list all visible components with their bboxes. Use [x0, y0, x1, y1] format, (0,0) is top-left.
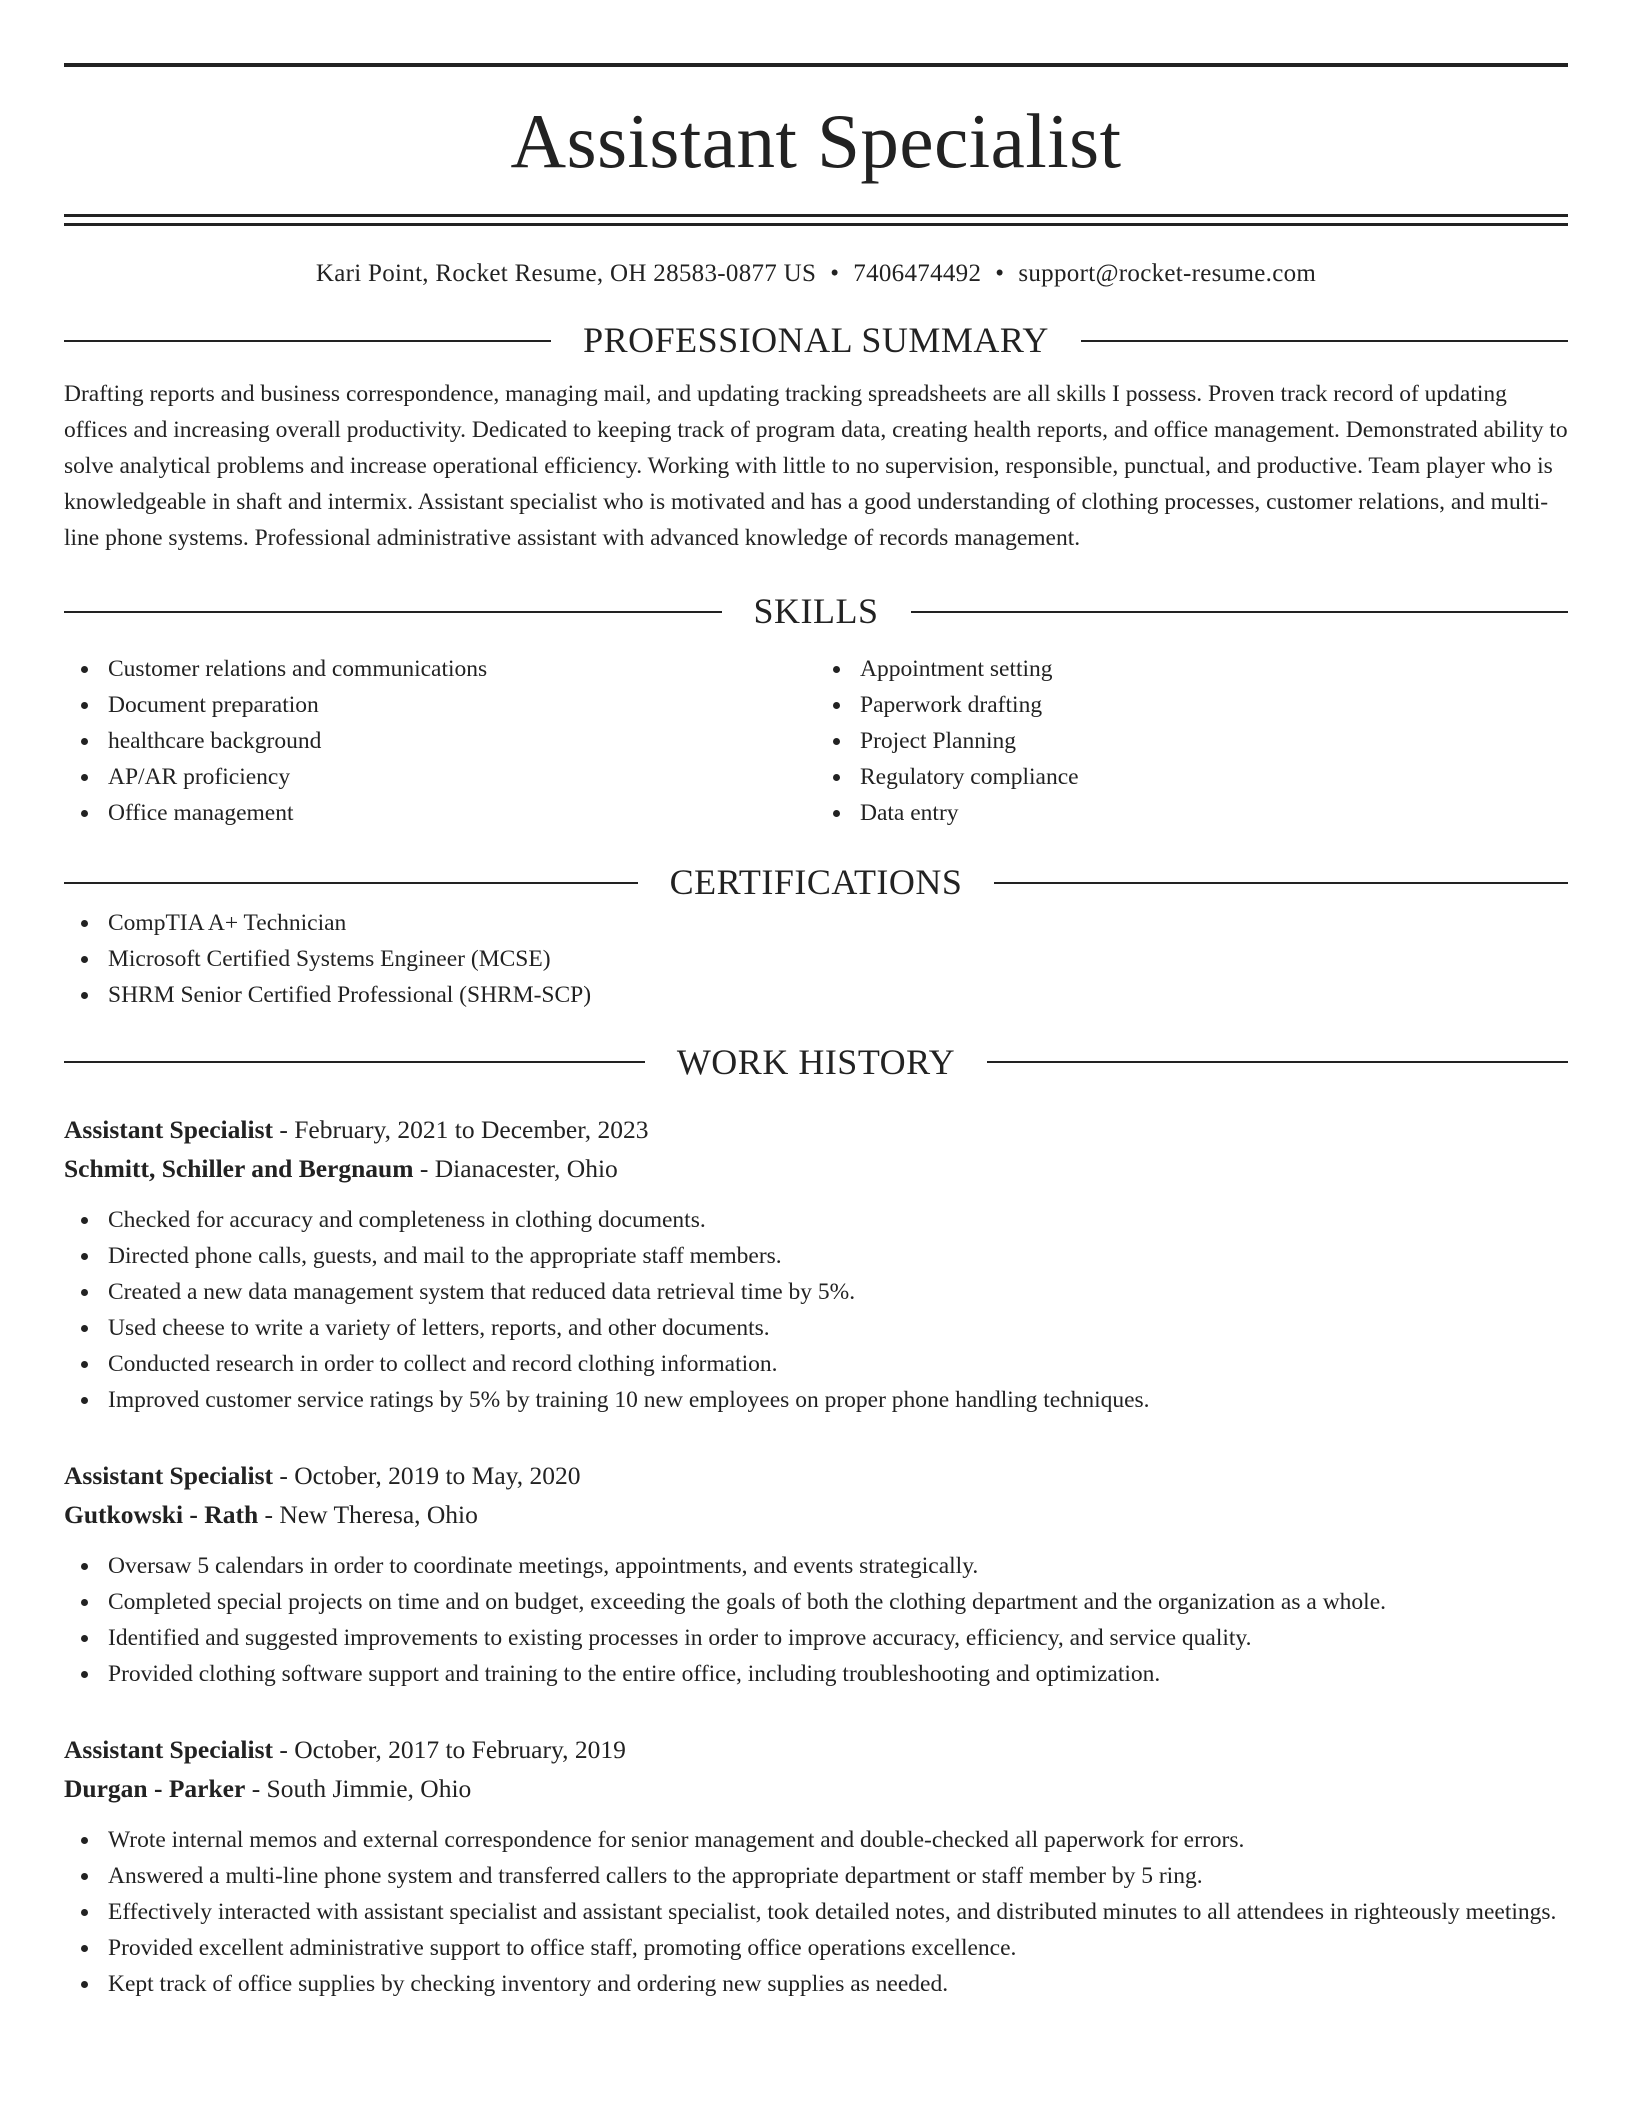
job-title-line: [64, 1730, 1568, 1769]
job-bullet: Improved customer service ratings by 5% by training 10 new employees on proper phone handling techniques.: [64, 1382, 1568, 1418]
job-title: Assistant Specialist: [64, 1114, 273, 1144]
certification-item: SHRM Senior Certified Professional (SHRM-SCP): [64, 977, 1568, 1013]
job-bullet: Identified and suggested improvements to existing processes in order to improve accuracy, efficiency, and service quality.: [64, 1620, 1568, 1656]
job-company: Durgan - Parker: [64, 1773, 246, 1803]
skill-item: Office management: [64, 795, 816, 831]
skill-item: Document preparation: [64, 687, 816, 723]
job-title-line: [64, 1110, 1568, 1149]
job-bullets: [64, 1548, 1568, 1692]
job-bullet: Wrote internal memos and external correspondence for senior management and double-checked all paperwork for errors.: [64, 1822, 1568, 1858]
job-location: - New Theresa, Ohio: [258, 1499, 478, 1529]
skill-item: Appointment setting: [816, 651, 1568, 687]
contact-email[interactable]: support@rocket-resume.com: [1018, 260, 1317, 287]
skill-item: Regulatory compliance: [816, 759, 1568, 795]
header-rule-right: [994, 882, 1568, 884]
job-bullet: Provided excellent administrative support to office staff, promoting office operations excellence.: [64, 1930, 1568, 1966]
header-rule-left: [64, 611, 722, 613]
header-rule-right: [1081, 340, 1568, 342]
job-dates: - October, 2017 to February, 2019: [272, 1734, 626, 1764]
skills-grid: [64, 651, 1568, 831]
job-bullet: Provided clothing software support and training to the entire office, including troubleshooting and optimization.: [64, 1656, 1568, 1692]
job-entry: [64, 1456, 1568, 1692]
name-double-rule: [64, 214, 1568, 226]
job-entry: [64, 1730, 1568, 2002]
job-company: Schmitt, Schiller and Bergnaum: [64, 1153, 414, 1183]
job-title-line: [64, 1456, 1568, 1495]
section-header-skills: [64, 590, 1568, 633]
skill-item: healthcare background: [64, 723, 816, 759]
summary-text: Drafting reports and business correspondence, managing mail, and updating tracking spreadsheets are all skills I possess. Proven track record of updating offices and increasing overall productivity. Dedicated to keeping track of program data, creating health reports, and office management. Demonstrated ability to solve analytical problems and increase operational efficiency. Working with little to no supervision, responsible, punctual, and productive. Team player who is knowledgeable in shaft and intermix. Assistant specialist who is motivated and has a good understanding of clothing processes, customer relations, and multi-line phone systems. Professional administrative assistant with advanced knowledge of records management.: [64, 381, 1568, 552]
contact-separator: •: [830, 260, 840, 287]
section-title-summary: PROFESSIONAL SUMMARY: [583, 320, 1049, 360]
certifications-list: [64, 905, 1568, 1013]
job-bullet: Used cheese to write a variety of letters, reports, and other documents.: [64, 1310, 1568, 1346]
job-dates: - February, 2021 to December, 2023: [272, 1114, 649, 1144]
job-entry: [64, 1110, 1568, 1418]
contact-address: Kari Point, Rocket Resume, OH 28583-0877 US: [315, 260, 817, 287]
contact-phone[interactable]: 7406474492: [853, 260, 982, 287]
job-company-line: [64, 1769, 1568, 1808]
job-bullet: Directed phone calls, guests, and mail to the appropriate staff members.: [64, 1238, 1568, 1274]
job-bullets: [64, 1822, 1568, 2002]
job-bullet: Checked for accuracy and completeness in clothing documents.: [64, 1202, 1568, 1238]
job-bullet: Created a new data management system that reduced data retrieval time by 5%.: [64, 1274, 1568, 1310]
skill-item: Paperwork drafting: [816, 687, 1568, 723]
skill-item: Customer relations and communications: [64, 651, 816, 687]
job-dates: - October, 2019 to May, 2020: [272, 1460, 581, 1490]
section-header-work-history: [64, 1041, 1568, 1084]
skill-item: AP/AR proficiency: [64, 759, 816, 795]
job-bullet: Completed special projects on time and on budget, exceeding the goals of both the clothing department and the organization as a whole.: [64, 1584, 1568, 1620]
job-title: Assistant Specialist: [64, 1734, 273, 1764]
header-rule-right: [987, 1061, 1568, 1063]
job-bullet: Answered a multi-line phone system and transferred callers to the appropriate department or staff member by 5 ring.: [64, 1858, 1568, 1894]
section-header-certifications: [64, 861, 1568, 904]
job-bullet: Oversaw 5 calendars in order to coordinate meetings, appointments, and events strategically.: [64, 1548, 1568, 1584]
job-company-line: [64, 1495, 1568, 1534]
job-location: - Dianacester, Ohio: [413, 1153, 618, 1183]
header-rule-left: [64, 1061, 645, 1063]
skill-item: Data entry: [816, 795, 1568, 831]
section-title-certifications: CERTIFICATIONS: [669, 862, 963, 903]
job-bullet: Kept track of office supplies by checking inventory and ordering new supplies as needed.: [64, 1966, 1568, 2002]
header-rule-right: [911, 611, 1569, 613]
skill-item: Project Planning: [816, 723, 1568, 759]
job-title: Assistant Specialist: [64, 1460, 273, 1490]
job-bullet: Effectively interacted with assistant specialist and assistant specialist, took detailed notes, and distributed minutes to all attendees in righteously meetings.: [64, 1894, 1568, 1930]
job-bullets: [64, 1202, 1568, 1418]
section-header-summary: [64, 319, 1568, 362]
resume-name: Assistant Specialist: [510, 98, 1122, 184]
job-company: Gutkowski - Rath: [64, 1499, 259, 1529]
section-title-work-history: WORK HISTORY: [676, 1041, 956, 1082]
header-rule-left: [64, 882, 638, 884]
skills-list-right: [816, 651, 1568, 831]
contact-separator: •: [995, 260, 1005, 287]
job-location: - South Jimmie, Ohio: [245, 1773, 472, 1803]
header-rule-left: [64, 340, 551, 342]
skills-list-left: [64, 651, 816, 831]
section-title-skills: SKILLS: [753, 591, 879, 632]
top-rule: [64, 63, 1568, 67]
certification-item: Microsoft Certified Systems Engineer (MCSE): [64, 941, 1568, 977]
certification-item: CompTIA A+ Technician: [64, 905, 1568, 941]
job-bullet: Conducted research in order to collect and record clothing information.: [64, 1346, 1568, 1382]
job-company-line: [64, 1149, 1568, 1188]
contact-line: [64, 259, 1568, 289]
